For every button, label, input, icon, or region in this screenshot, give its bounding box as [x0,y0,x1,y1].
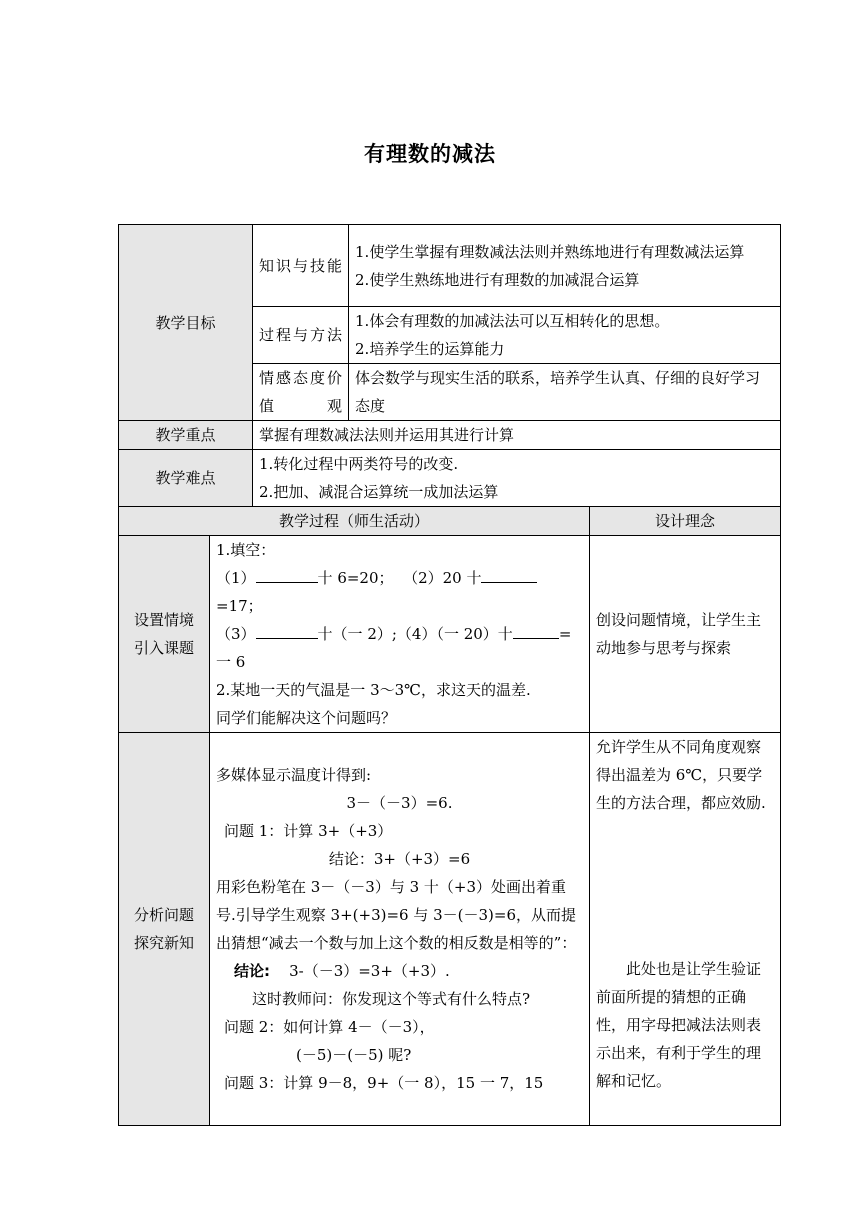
section1-design-idea: 创设问题情境，让学生主动地参与思考与探索 [590,536,781,733]
activity-line: (－5)－(－5) 呢? [296,1046,412,1064]
activity-paragraph: 用彩色粉笔在 3－（－3）与 3 十（+3）处画出着重号.引导学生观察 3+(+3)=6 与 3－(－3)=6，从而提出猜想“减去一个数与加上这个数的相反数是相等的”： [216,878,577,952]
objective-line: 2.使学生熟练地进行有理数的加减混合运算 [355,270,640,289]
objective-line: 1.使学生掌握有理数减法法则并熟练地进行有理数减法运算 [355,242,745,261]
section-label-line: 设置情境 [133,611,194,629]
section1-label [119,536,210,733]
activity-line: 问题 2：如何计算 4－（－3）， [224,1018,435,1036]
conclusion-line: 结论: 3-（－3）=3+（+3）. [234,962,450,980]
fill-blank [256,568,318,583]
question-1-tail: 一 6 [216,653,246,671]
process-header: 教学过程（师生活动） [119,507,590,536]
question-2: 2.某地一天的气温是一 3～3℃，求这天的温差. [216,681,531,699]
activity-line: 问题 3：计算 9－8，9+（一 8），15 一 7，15 [224,1074,544,1092]
objective-line: 体会数学与现实生活的联系，培养学生认真、仔细的良好学习态度 [355,369,761,415]
question-1-title: 1.填空： [216,541,276,559]
difficulty-line: 1.转化过程中两类符号的改变. [259,455,459,473]
objective-line: 1.体会有理数的加减法法可以互相转化的思想。 [355,312,670,330]
section2-label [119,733,210,1126]
key-point-label: 教学重点 [119,421,253,450]
difficulty-content [253,450,781,507]
question-2-b: 同学们能解决这个问题吗？ [216,709,397,727]
lesson-plan-table [118,224,781,1126]
objective-sub-attitude: 情感态度价值观 [253,364,349,421]
difficulty-label: 教学难点 [119,450,253,507]
fill-blank [256,624,318,639]
section-label-line: 引入课题 [133,639,194,657]
key-point-content: 掌握有理数减法法则并运用其进行计算 [253,421,781,450]
design-idea-2: 此处也是让学生验证前面所提的猜想的正确性，用字母把减法法则表示出来，有利于学生的理解和记忆。 [596,960,762,1090]
fill-blank [481,568,537,583]
section2-design-idea [590,733,781,1126]
question-1-line-b: （3） 十（一 2）;（4）（一 20）十 = [216,625,572,643]
page-title: 有理数的减法 [364,142,496,166]
objective-process-content [349,307,781,364]
activity-line: 3－（－3）=6. [346,794,453,812]
objective-sub-knowledge: 知识与技能 [253,225,349,307]
section-label-line: 分析问题 [133,906,194,924]
difficulty-line: 2.把加、减混合运算统一成加法运算 [259,483,499,501]
objective-sub-process: 过程与方法 [253,307,349,364]
activity-line: 多媒体显示温度计得到: [216,766,372,784]
design-idea-1: 允许学生从不同角度观察得出温差为 6℃，只要学生的方法合理，都应效励. [596,738,766,812]
section1-activity [210,536,590,733]
objective-line: 2.培养学生的运算能力 [355,340,505,358]
conclusion-label: 结论: [234,962,270,980]
section2-activity [210,733,590,1126]
design-idea-header: 设计理念 [590,507,781,536]
section-label-line: 探究新知 [133,934,194,952]
question-1-line-a: （1） 十 6=20； （2）20 十=17； [216,564,583,620]
objectives-label: 教学目标 [119,225,253,421]
activity-line: 问题 1：计算 3+（+3） [224,822,393,840]
fill-blank [513,624,559,639]
activity-line: 这时教师问：你发现这个等式有什么特点? [252,990,531,1008]
objective-knowledge-content [349,225,781,307]
objective-attitude-content [349,364,781,421]
activity-line: 结论：3+（+3）=6 [328,850,471,868]
